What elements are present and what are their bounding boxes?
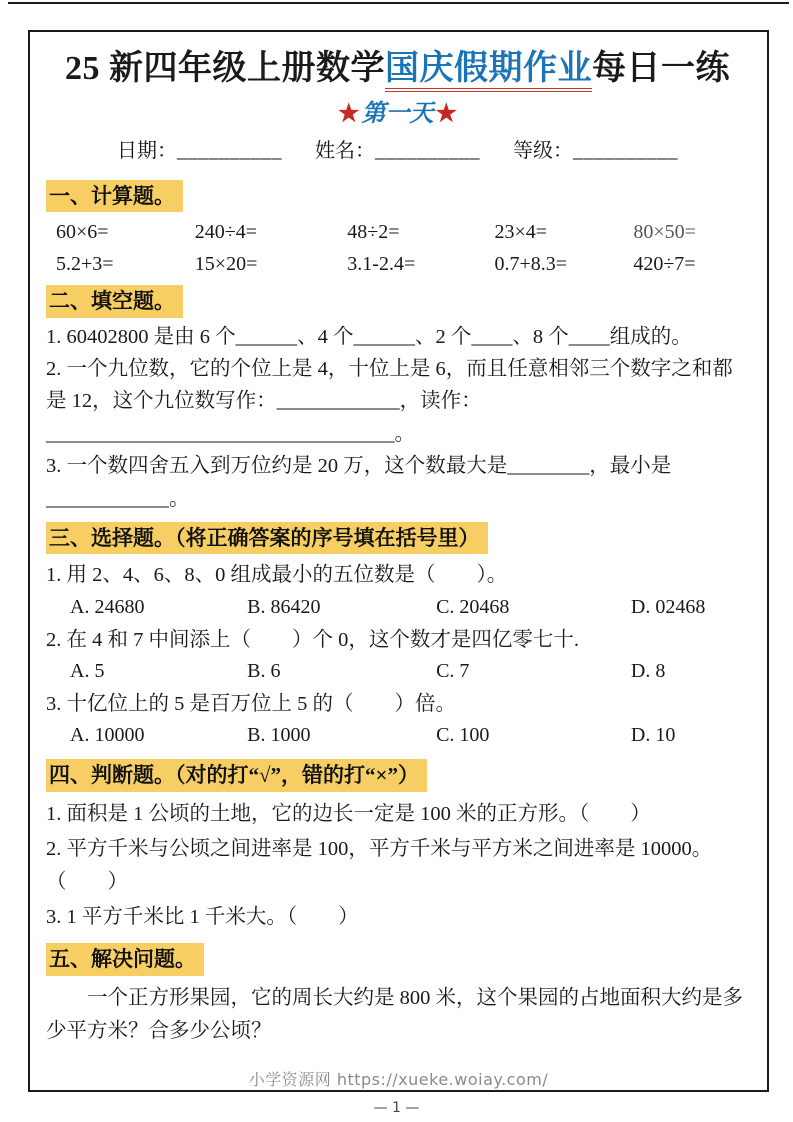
calc-item: 80×50= (633, 221, 696, 244)
option: A. 5 (70, 660, 105, 683)
word-problem: 一个正方形果园，它的周长大约是 800 米，这个果园的占地面积大约是多少平方米？合多少公顷？ (46, 986, 743, 1042)
fill-blank-item: 2. 一个九位数，它的个位上是 4，十位上是 6，而且任意相邻三个数字之和都是 12，这个九位数写作：____________，读作：__________________________________。 (46, 358, 733, 445)
page-number: — 1 — (373, 1100, 420, 1116)
choice-question: 3. 十亿位上的 5 是百万位上 5 的（ ）倍。 (46, 693, 456, 716)
option: D. 02468 (630, 595, 706, 618)
grade-blank: __________ (573, 140, 678, 162)
site-watermark: 小学资源网 https://xueke.woiay.com/ (248, 1070, 549, 1089)
title-prefix: 25 新四年级上册数学 (65, 50, 385, 87)
section-5-header: 五、解决问题。 (46, 943, 204, 975)
day-subtitle (46, 93, 749, 128)
section-4-header: 四、判断题。（对的打“√”，错的打“×”） (46, 759, 427, 791)
option: C. 7 (436, 660, 470, 683)
judge-item: 1. 面积是 1 公顷的土地，它的边长一定是 100 米的正方形。（ ） (46, 802, 651, 825)
option: A. 10000 (70, 724, 145, 747)
title-suffix: 每日一练 (592, 50, 730, 87)
date-label: 日期： (117, 140, 177, 162)
star-icon: ★ (337, 101, 360, 127)
page-title (46, 40, 749, 89)
judge-item: 2. 平方千米与公顷之间进率是 100，平方千米与平方米之间进率是 10000。（ ） (46, 838, 713, 893)
fill-blank-item: 1. 60402800 是由 6 个______、4 个______、2 个____、8 个____组成的。 (46, 325, 692, 348)
choice-options (46, 722, 749, 749)
option: C. 100 (436, 724, 490, 747)
option: D. 8 (630, 660, 666, 683)
option: C. 20468 (436, 595, 510, 618)
option: B. 1000 (247, 724, 311, 747)
worksheet-frame (28, 30, 769, 1092)
calc-grid (46, 215, 749, 278)
option: A. 24680 (70, 595, 145, 618)
star-icon: ★ (435, 101, 458, 127)
calc-item: 240÷4= (194, 221, 258, 244)
grade-field (513, 140, 678, 162)
day-label: 第一天 (361, 101, 434, 127)
choice-options (46, 658, 749, 685)
section-1-header: 一、计算题。 (46, 180, 183, 212)
calc-item: 15×20= (194, 253, 258, 276)
section-2-header: 二、填空题。 (46, 285, 183, 317)
choice-question: 1. 用 2、4、6、8、0 组成最小的五位数是（ ）。 (46, 564, 508, 587)
grade-label: 等级： (513, 140, 573, 162)
fill-blank-item: 3. 一个数四舍五入到万位约是 20 万，这个数最大是________，最小是____________。 (46, 455, 672, 510)
calc-item: 0.7+8.3= (494, 253, 568, 276)
date-blank: __________ (177, 140, 282, 162)
judge-item: 3. 1 平方千米比 1 千米大。（ ） (46, 905, 359, 928)
choice-question: 2. 在 4 和 7 中间添上（ ）个 0，这个数才是四亿零七十. (46, 628, 579, 651)
name-blank: __________ (375, 140, 480, 162)
option: B. 6 (247, 660, 281, 683)
calc-item: 5.2+3= (56, 253, 114, 276)
section-3-header: 三、选择题。（将正确答案的序号填在括号里） (46, 522, 488, 554)
calc-item: 60×6= (56, 221, 109, 244)
date-field (117, 140, 282, 162)
top-divider (8, 2, 789, 4)
name-field (315, 140, 480, 162)
calc-item: 23×4= (494, 221, 548, 244)
name-label: 姓名： (315, 140, 375, 162)
option: D. 10 (630, 724, 676, 747)
calc-item: 420÷7= (633, 253, 696, 276)
option: B. 86420 (247, 595, 321, 618)
calc-item: 3.1-2.4= (347, 253, 416, 276)
choice-options (46, 594, 749, 621)
header-fields (46, 134, 749, 163)
calc-item: 48÷2= (347, 221, 400, 244)
title-highlight: 国庆假期作业 (385, 50, 592, 92)
